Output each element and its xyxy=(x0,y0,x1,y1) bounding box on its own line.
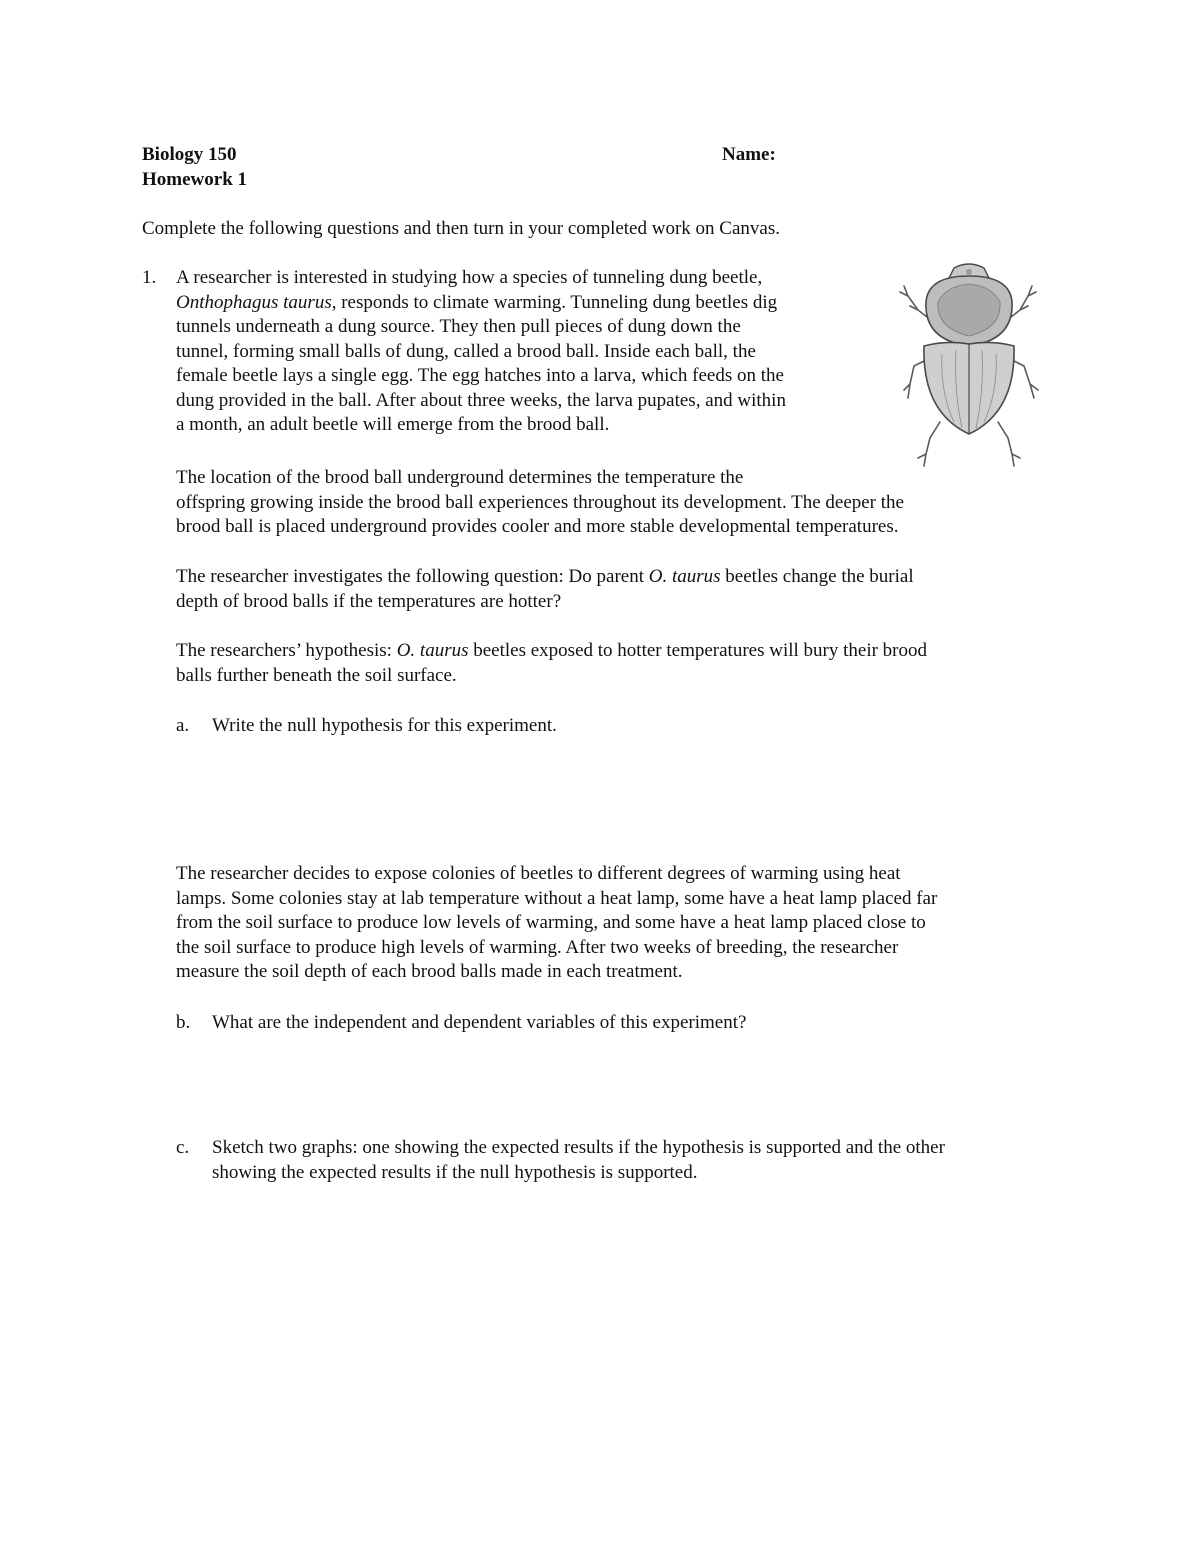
course-title: Biology 150 xyxy=(142,144,237,165)
species-abbrev: O. taurus xyxy=(648,566,721,587)
intro-line-species xyxy=(176,291,786,316)
intro-line: A researcher is interested in studying how a species of tunneling dung beetle, xyxy=(176,267,763,288)
intro-line: a month, an adult beetle will emerge from the brood ball. xyxy=(176,414,610,435)
design-line: the soil surface to produce high levels of warming. After two weeks of breeding, the researcher xyxy=(176,936,899,958)
design-line: measure the soil depth of each brood balls made in each treatment. xyxy=(176,961,683,982)
part-b-prompt: What are the independent and dependent variables of this experiment? xyxy=(212,1012,747,1033)
part-b-label: b. xyxy=(176,1012,191,1033)
hypothesis-line: balls further beneath the soil surface. xyxy=(176,664,457,686)
species-abbrev: O. taurus xyxy=(396,640,469,661)
intro-line: female beetle lays a single egg. The egg hatches into a larva, which feeds on the xyxy=(176,365,784,386)
part-c-line: Sketch two graphs: one showing the expected results if the hypothesis is supported and the other xyxy=(212,1137,945,1158)
species-name: Onthophagus taurus xyxy=(176,291,332,313)
research-question-pre: The researcher investigates the following question: Do parent xyxy=(176,566,649,587)
research-question-post: beetles change the burial xyxy=(720,566,914,587)
design-paragraph xyxy=(176,862,937,985)
design-line: lamps. Some colonies stay at lab temperature without a heat lamp, some have a heat lamp placed far xyxy=(176,887,938,909)
hypothesis-pre: The researchers’ hypothesis: xyxy=(176,640,397,661)
part-c-line: showing the expected results if the null hypothesis is supported. xyxy=(212,1161,698,1183)
location-line: offspring growing inside the brood ball experiences throughout its development. The deeper the xyxy=(176,491,904,513)
part-c-prompt xyxy=(212,1136,945,1185)
assignment-title: Homework 1 xyxy=(142,169,248,190)
hypothesis xyxy=(176,639,927,688)
research-question xyxy=(176,565,914,614)
intro-line: tunnel, forming small balls of dung, called a brood ball. Inside each ball, the xyxy=(176,340,756,362)
instructions: Complete the following questions and then turn in your completed work on Canvas. xyxy=(142,218,780,239)
intro-line: dung provided in the ball. After about three weeks, the larva pupates, and within xyxy=(176,389,786,411)
design-line: from the soil surface to produce low levels of warming, and some have a heat lamp placed close to xyxy=(176,912,926,933)
part-a-label: a. xyxy=(176,715,190,736)
hypothesis-post: beetles exposed to hotter temperatures will bury their brood xyxy=(468,640,928,661)
intro-line: tunnels underneath a dung source. They then pull pieces of dung down the xyxy=(176,316,741,337)
dung-beetle-icon xyxy=(896,262,1042,470)
location-line: The location of the brood ball underground determines the temperature the xyxy=(176,467,744,488)
part-a-prompt: Write the null hypothesis for this experiment. xyxy=(212,715,557,736)
question-number: 1. xyxy=(142,267,157,288)
hypothesis-line xyxy=(176,639,927,664)
design-line: The researcher decides to expose colonies of beetles to different degrees of warming using heat xyxy=(176,863,901,884)
research-question-line xyxy=(176,565,914,590)
question1-intro xyxy=(176,266,786,438)
research-question-line: depth of brood balls if the temperatures are hotter? xyxy=(176,590,562,612)
location-paragraph xyxy=(176,466,904,540)
species-line-rest: , responds to climate warming. Tunneling dung beetles dig xyxy=(331,291,778,313)
part-c-label: c. xyxy=(176,1137,190,1158)
name-label: Name: xyxy=(722,144,776,165)
location-line: brood ball is placed underground provides cooler and more stable developmental temperatures. xyxy=(176,516,899,537)
